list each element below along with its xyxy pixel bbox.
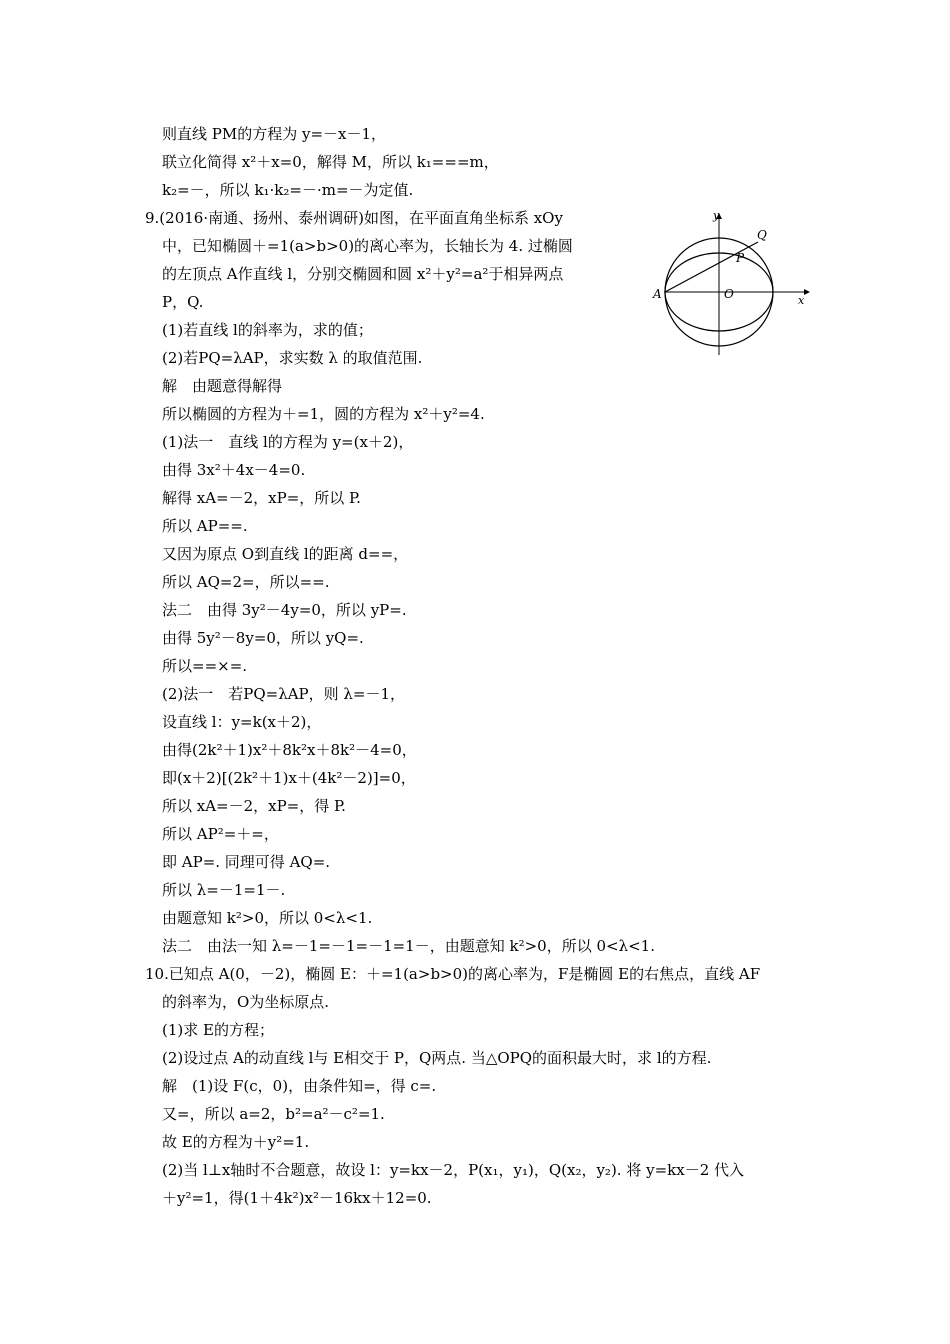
line-l (665, 242, 758, 292)
text-line: 解 由题意得解得 (162, 377, 283, 395)
text-line: (2)设过点 A的动直线 l与 E相交于 P，Q两点. 当△OPQ的面积最大时，求 l的方程. (162, 1049, 712, 1067)
ellipse-circle-diagram (640, 205, 812, 357)
text-line: 即 AP=. 同理可得 AQ=. (162, 853, 331, 871)
problem-9-line: 9.(2016·南通、扬州、泰州调研)如图，在平面直角坐标系 xOy (145, 209, 563, 227)
text-line: (2)若PQ=λAP，求实数 λ 的取值范围. (162, 349, 423, 367)
point-p-label: P (736, 251, 745, 265)
text-line: 所以 xA=－2，xP=，得 P. (162, 797, 346, 815)
text-line: 所以椭圆的方程为＋=1，圆的方程为 x²＋y²=4. (162, 405, 485, 423)
x-label: x (798, 294, 805, 307)
text-line: 中，已知椭圆＋=1(a>b>0)的离心率为，长轴长为 4. 过椭圆 (162, 237, 573, 255)
text-line: 由得(2k²＋1)x²＋8k²x＋8k²－4=0， (162, 741, 417, 759)
text-line: 又=，所以 a=2，b²=a²－c²=1. (162, 1105, 385, 1123)
text-line: 联立化简得 x²＋x=0，解得 M，所以 k₁===m， (162, 153, 499, 171)
text-line: 的左顶点 A作直线 l，分别交椭圆和圆 x²＋y²=a²于相异两点 (162, 265, 564, 283)
y-label: y (713, 209, 720, 222)
text-line: (2)法一 若PQ=λAP，则 λ=－1， (162, 685, 406, 703)
text-line: P，Q. (162, 293, 204, 311)
text-line: 法二 由得 3y²－4y=0，所以 yP=. (162, 601, 407, 619)
point-q-label: Q (757, 228, 767, 242)
text-line: ＋y²=1，得(1＋4k²)x²－16kx＋12=0. (162, 1189, 432, 1207)
text-line: 所以 AP==. (162, 517, 248, 535)
text-line: (1)若直线 l的斜率为，求的值； (162, 321, 373, 339)
text-line: 由题意知 k²>0，所以 0<λ<1. (162, 909, 373, 927)
text-line: 故 E的方程为＋y²=1. (162, 1133, 310, 1151)
text-line: 解得 xA=－2，xP=，所以 P. (162, 489, 361, 507)
text-line: 即(x＋2)[(2k²＋1)x＋(4k²－2)]=0， (162, 769, 416, 787)
text-line: 所以 AP²=＋=， (162, 825, 279, 843)
text-line: 则直线 PM的方程为 y=－x－1， (162, 125, 387, 143)
text-line: 所以 AQ=2=，所以==. (162, 573, 330, 591)
text-line: 所以==×=. (162, 657, 248, 675)
text-line: (2)当 l⊥x轴时不合题意，故设 l：y=kx－2，P(x₁，y₁)，Q(x₂，y₂). 将 y=kx－2 代入 (162, 1161, 745, 1179)
text-line: (1)求 E的方程； (162, 1021, 274, 1039)
origin-label: O (724, 287, 734, 301)
x-axis-arrow (804, 289, 810, 295)
text-line: 解 (1)设 F(c，0)，由条件知=，得 c=. (162, 1077, 437, 1095)
problem-10-line: 10.已知点 A(0，－2)，椭圆 E：＋=1(a>b>0)的离心率为，F是椭圆 E的右焦点，直线 AF (145, 965, 761, 983)
text-line: 由得 3x²＋4x－4=0. (162, 461, 306, 479)
text-line: 的斜率为，O为坐标原点. (162, 993, 330, 1011)
text-line: (1)法一 直线 l的方程为 y=(x＋2)， (162, 433, 414, 451)
text-line: 所以 λ=－1=1－. (162, 881, 286, 899)
text-line: k₂=－，所以 k₁·k₂=－·m=－为定值. (162, 181, 414, 199)
point-a-label: A (653, 287, 662, 301)
text-line: 由得 5y²－8y=0，所以 yQ=. (162, 629, 364, 647)
text-line: 法二 由法一知 λ=－1=－1=－1=1－，由题意知 k²>0，所以 0<λ<1. (162, 937, 655, 955)
text-line: 又因为原点 O到直线 l的距离 d==， (162, 545, 409, 563)
text-line: 设直线 l：y=k(x＋2)， (162, 713, 322, 731)
